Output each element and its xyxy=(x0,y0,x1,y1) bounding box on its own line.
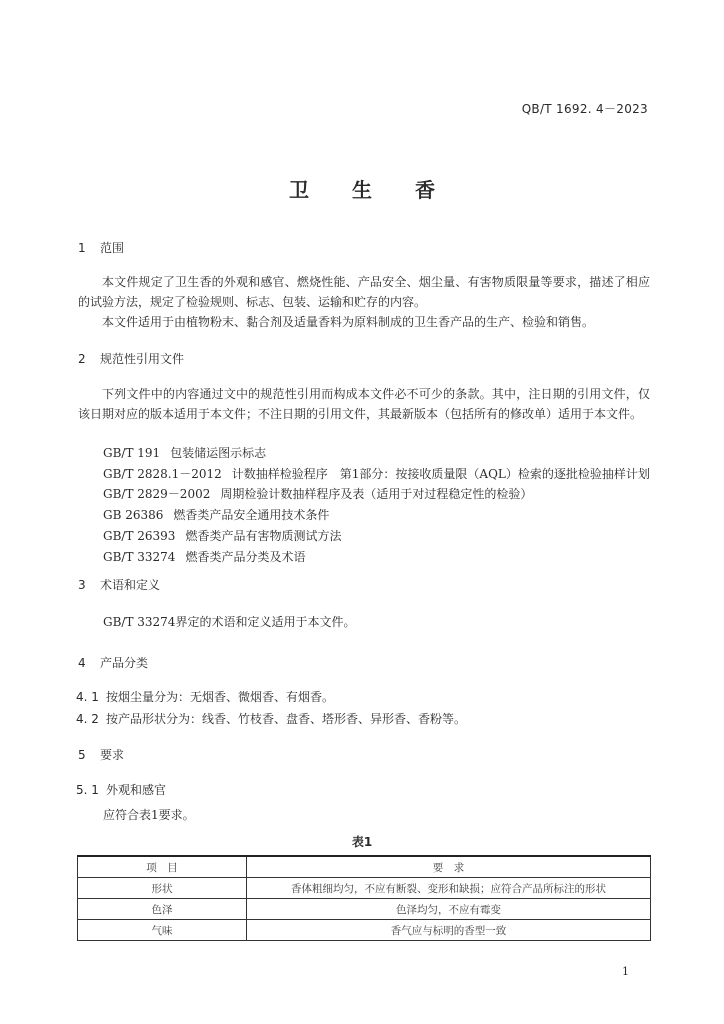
paragraph: 应符合表1要求。 xyxy=(103,808,195,822)
subsection-title: 外观和感官 xyxy=(106,783,167,797)
reference-title: 燃香类产品有害物质测试方法 xyxy=(185,528,342,543)
section-title: 规范性引用文件 xyxy=(100,352,185,366)
table-cell: 气味 xyxy=(78,920,247,941)
table-header-row xyxy=(78,856,651,878)
clause-number: 4. 2 xyxy=(76,712,99,726)
reference-item xyxy=(103,526,650,547)
subsection-number: 5. 1 xyxy=(76,783,99,797)
reference-code: GB/T 33274 xyxy=(103,549,176,564)
table-cell: 香气应与标明的香型一致 xyxy=(247,920,651,941)
section-5-heading xyxy=(78,746,124,763)
table-cell: 形状 xyxy=(78,878,247,899)
section-number: 2 xyxy=(78,352,86,366)
reference-title: 燃香类产品安全通用技术条件 xyxy=(173,508,330,523)
requirements-table xyxy=(77,855,651,941)
section-2-body xyxy=(78,384,650,424)
section-title: 术语和定义 xyxy=(100,578,161,592)
section-2-heading xyxy=(78,350,184,367)
section-4-heading xyxy=(78,654,148,671)
table-row xyxy=(78,878,651,899)
reference-item xyxy=(103,505,650,526)
subsection-5-1-heading xyxy=(76,781,166,798)
reference-title: 计数抽样检验程序 第1部分：按接收质量限（AQL）检索的逐批检验抽样计划 xyxy=(231,466,650,481)
column-header: 要 求 xyxy=(247,856,651,878)
standard-code: QB/T 1692. 4－2023 xyxy=(521,102,648,116)
table-cell: 香体粗细均匀，不应有断裂、变形和缺损；应符合产品所标注的形状 xyxy=(247,878,651,899)
section-title: 要求 xyxy=(100,748,125,762)
page-number: 1 xyxy=(622,965,629,978)
section-1-heading xyxy=(78,239,124,256)
table-cell: 色泽均匀，不应有霉变 xyxy=(247,899,651,920)
clause-text: 按烟尘量分为：无烟香、微烟香、有烟香。 xyxy=(106,690,335,704)
section-3-heading xyxy=(78,576,160,593)
table-cell: 色泽 xyxy=(78,899,247,920)
reference-code: GB/T 191 xyxy=(103,446,161,460)
clause-4-1 xyxy=(76,688,334,705)
reference-title: 包装储运图示标志 xyxy=(170,446,267,460)
reference-item xyxy=(103,443,650,464)
reference-item xyxy=(103,547,650,568)
clause-4-2 xyxy=(76,710,466,727)
reference-code: GB 26386 xyxy=(103,508,164,523)
reference-code: GB/T 2829－2002 xyxy=(103,487,211,502)
section-number: 1 xyxy=(78,241,86,255)
reference-item xyxy=(103,484,650,505)
reference-item xyxy=(103,464,650,485)
paragraph: 下列文件中的内容通过文中的规范性引用而构成本文件必不可少的条款。其中，注日期的引用文件，仅该日期对应的版本适用于本文件；不注日期的引用文件，其最新版本（包括所有的修改单）适用于本文件。 xyxy=(78,387,650,421)
clause-number: 4. 1 xyxy=(76,690,99,704)
table-caption: 表1 xyxy=(351,835,373,849)
column-header: 项 目 xyxy=(78,856,247,878)
reference-title: 燃香类产品分类及术语 xyxy=(185,549,306,564)
section-number: 3 xyxy=(78,578,86,592)
paragraph: GB/T 33274界定的术语和定义适用于本文件。 xyxy=(103,615,356,629)
table-row xyxy=(78,899,651,920)
reference-code: GB/T 2828.1－2012 xyxy=(103,466,222,481)
reference-list xyxy=(103,443,650,567)
reference-code: GB/T 26393 xyxy=(103,528,176,543)
document-title: 卫 生 香 xyxy=(289,178,453,202)
section-title: 范围 xyxy=(100,241,125,255)
section-1-body xyxy=(78,272,650,332)
table-row xyxy=(78,920,651,941)
paragraph: 本文件适用于由植物粉末、黏合剂及适量香料为原料制成的卫生香产品的生产、检验和销售。 xyxy=(102,315,595,329)
paragraph: 本文件规定了卫生香的外观和感官、燃烧性能、产品安全、烟尘量、有害物质限量等要求，描述了相应的试验方法，规定了检验规则、标志、包装、运输和贮存的内容。 xyxy=(78,275,650,309)
reference-title: 周期检验计数抽样程序及表（适用于对过程稳定性的检验） xyxy=(220,487,533,502)
clause-text: 按产品形状分为：线香、竹枝香、盘香、塔形香、异形香、香粉等。 xyxy=(106,712,467,726)
section-number: 5 xyxy=(78,748,86,762)
section-title: 产品分类 xyxy=(100,656,149,670)
section-number: 4 xyxy=(78,656,86,670)
